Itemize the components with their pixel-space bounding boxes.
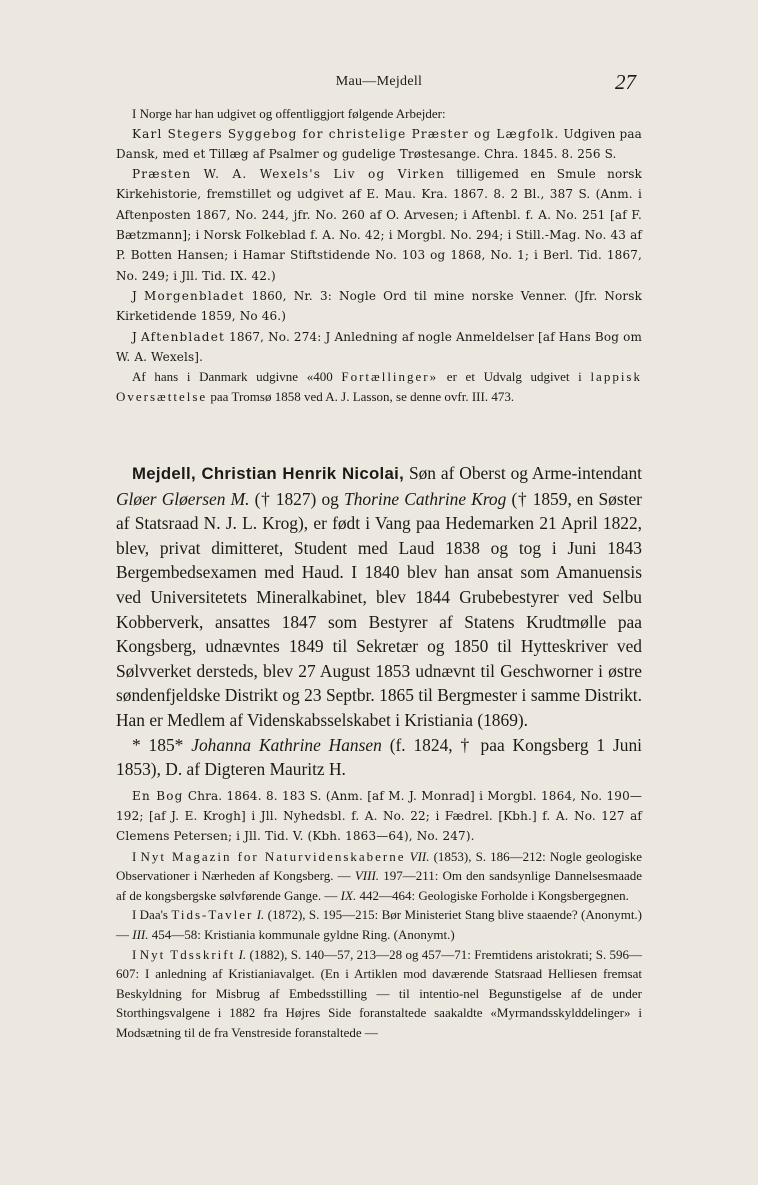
volume: III. bbox=[132, 926, 149, 942]
running-head bbox=[0, 70, 758, 94]
mau-intro: I Norge har han udgivet og offentliggjort følgende Arbejder: bbox=[132, 106, 446, 121]
journal-title: Tids-Tavler bbox=[171, 907, 254, 923]
ref-text: (1872), S. 195—215: Bør Ministeriet Stang blive staaende? (Anonymt.) — bbox=[116, 907, 643, 942]
note-title: lappisk Oversættelse bbox=[116, 369, 642, 404]
note-text: paa Tromsø 1858 ved A. J. Lasson, se denne ovfr. III. 473. bbox=[210, 388, 515, 404]
page-number: 27 bbox=[615, 70, 636, 94]
work-title: Aftenbladet bbox=[140, 329, 226, 344]
mejdell-work-book bbox=[116, 786, 642, 847]
bio-text: († 1859, en Søster af Statsraad N. J. L. Krog), er født i Vang paa Hedemarken 21 April 1822, blev, privat dimitteret, Student med Laud 1838 og tog i Juni 1843 Bergembedsexamen med Haud. I 1840 blev han ansat som Amanuensis ved Universitetets Mineralkabinet, blev 1844 Grubebestyrer ved Selbu Kobberverk, ansattes 1847 som Bestyrer af Statens Krudtmølle paa Kongsberg, udnævntes 1849 til Sekretær og 1850 til Hytteskriver ved Sølvverket dersteds, blev 27 August 1853 udnævnt til Geschworner i østre søndenfjeldske Distrikt og 23 Septbr. 1865 til Bergmester i samme Distrikt. Han er Medlem af Videnskabsselskabet i Kristiania (1869). bbox=[116, 488, 642, 730]
ref-text: I bbox=[132, 946, 137, 962]
note-text: er et Udvalg udgivet i bbox=[446, 369, 582, 385]
mau-work-4 bbox=[116, 327, 642, 368]
volume: IX. bbox=[340, 887, 357, 903]
work-title: En Bog bbox=[132, 788, 184, 803]
note-title: Fortællinger» bbox=[341, 369, 439, 385]
marriage-text: * 185* bbox=[132, 734, 184, 755]
volume: I. bbox=[256, 907, 265, 923]
work-details: 1867, No. 274: J Anledning af nogle Anmeldelser [af Hans Bog om W. A. Wexels]. bbox=[116, 329, 642, 364]
ref-text: 197—211: Om den sandsynlige Dannelsesmaade af de kongsbergske sølvførende Gange. — bbox=[116, 868, 642, 903]
note-text: Af hans i Danmark udgivne «400 bbox=[132, 369, 333, 385]
running-title: Mau—Mejdell bbox=[335, 74, 423, 89]
mau-work-3 bbox=[116, 286, 642, 327]
mau-work-1 bbox=[116, 124, 642, 165]
mau-entry bbox=[116, 104, 642, 406]
father-name: Gløer Gløersen M. bbox=[116, 488, 250, 509]
work-title: Morgenbladet bbox=[144, 288, 245, 303]
mejdell-nyt-tidsskrift bbox=[116, 945, 642, 1043]
mejdell-biography bbox=[116, 461, 642, 733]
volume: VII. bbox=[409, 848, 430, 864]
mejdell-entry bbox=[116, 461, 642, 1043]
volume: I. bbox=[238, 946, 247, 962]
mejdell-nyt-magazin bbox=[116, 847, 642, 906]
work-details: Udgiven paa Dansk, med et Tillæg af Psalmer og gudelige Trøstesange. Chra. 1845. 8. 256 S. bbox=[116, 126, 642, 161]
journal-title: Nyt Tdsskrift bbox=[139, 946, 236, 962]
mau-work-2 bbox=[116, 164, 642, 286]
ref-text: I Daa's bbox=[132, 907, 168, 923]
ref-text: I bbox=[132, 848, 137, 864]
mejdell-tids-tavler bbox=[116, 905, 642, 944]
work-details: 1860, Nr. 3: Nogle Ord til mine norske Venner. (Jfr. Norsk Kirketidende 1859, No 46.) bbox=[116, 288, 642, 324]
bio-text: Søn af Oberst og Arme-intendant bbox=[408, 463, 642, 483]
ref-text: 454—58: Kristiania kommunale gyldne Ring. (Anonymt.) bbox=[151, 926, 455, 942]
spouse-name: Johanna Kathrine Hansen bbox=[191, 734, 382, 755]
work-prefix: J bbox=[132, 329, 137, 344]
bio-text: († 1827) og bbox=[254, 488, 339, 509]
mejdell-marriage bbox=[116, 733, 642, 782]
ref-text: (1882), S. 140—57, 213—28 og 457—71: Fremtidens aristokrati; S. 596—607: I anledning af Kristianiavalget. (En i Artiklen mod daværende Statsraad Helliesen fremsat Beskyldning for Misbrug af Embedsstilling — til intentio-nel Begunstigelse af de under Storthingsvalgene i 1882 fra Højres Side foranstaltede saakaldte «Myrmandsskylddelinger» i Modsætning til de fra Venstreside foranstaltede — bbox=[116, 946, 643, 1040]
work-prefix: J bbox=[132, 288, 137, 303]
work-details: tilligemed en Smule norsk Kirkehistorie, fremstillet og udgivet af E. Mau. Kra. 1867. 8. 2 Bl., 387 S. (Anm. i Aftenposten 1867, No. 244, jfr. No. 260 af O. Arvesen; i Aftenbl. f. A. No. 251 [af F. Bætzmann]; i Norsk Folkeblad f. A. No. 42; i Morgbl. No. 294; i Still.-Mag. No. 43 af P. Botten Hansen; i Hamar Stiftstidende No. 103 og 1868, No. 1; i Berl. Tid. 1867, No. 249; i Jll. Tid. IX. 42.) bbox=[116, 167, 643, 283]
entry-name: Mejdell, Christian Henrik Nicolai, bbox=[132, 464, 405, 483]
mau-danish-note bbox=[116, 367, 642, 406]
work-title: Præsten W. A. Wexels's Liv og Virken bbox=[132, 167, 446, 182]
work-title: Karl Stegers Syggebog for christelige Præster og Lægfolk. bbox=[132, 126, 560, 141]
journal-title: Nyt Magazin for Naturvidenskaberne bbox=[140, 848, 406, 864]
ref-text: 442—464: Geologiske Forholde i Kongsbergegnen. bbox=[359, 887, 629, 903]
ref-text: (1853), S. 186—212: Nogle geologiske Observationer i Nærheden af Kongsberg. — bbox=[116, 848, 643, 884]
mother-name: Thorine Cathrine Krog bbox=[344, 488, 507, 509]
marriage-text: (f. 1824, † paa Kongsberg 1 Juni 1853), D. af Digteren Mauritz H. bbox=[116, 734, 642, 780]
work-details: Chra. 1864. 8. 183 S. (Anm. [af M. J. Monrad] i Morgbl. 1864, No. 190—192; [af J. E. Krogh] i Jll. Nyhedsbl. f. A. No. 22; i Fædrel. [Kbh.] f. A. No. 127 af Clemens Petersen; i Jll. Tid. V. (Kbh. 1863—64), No. 247). bbox=[116, 788, 643, 844]
volume: VIII. bbox=[354, 868, 380, 884]
